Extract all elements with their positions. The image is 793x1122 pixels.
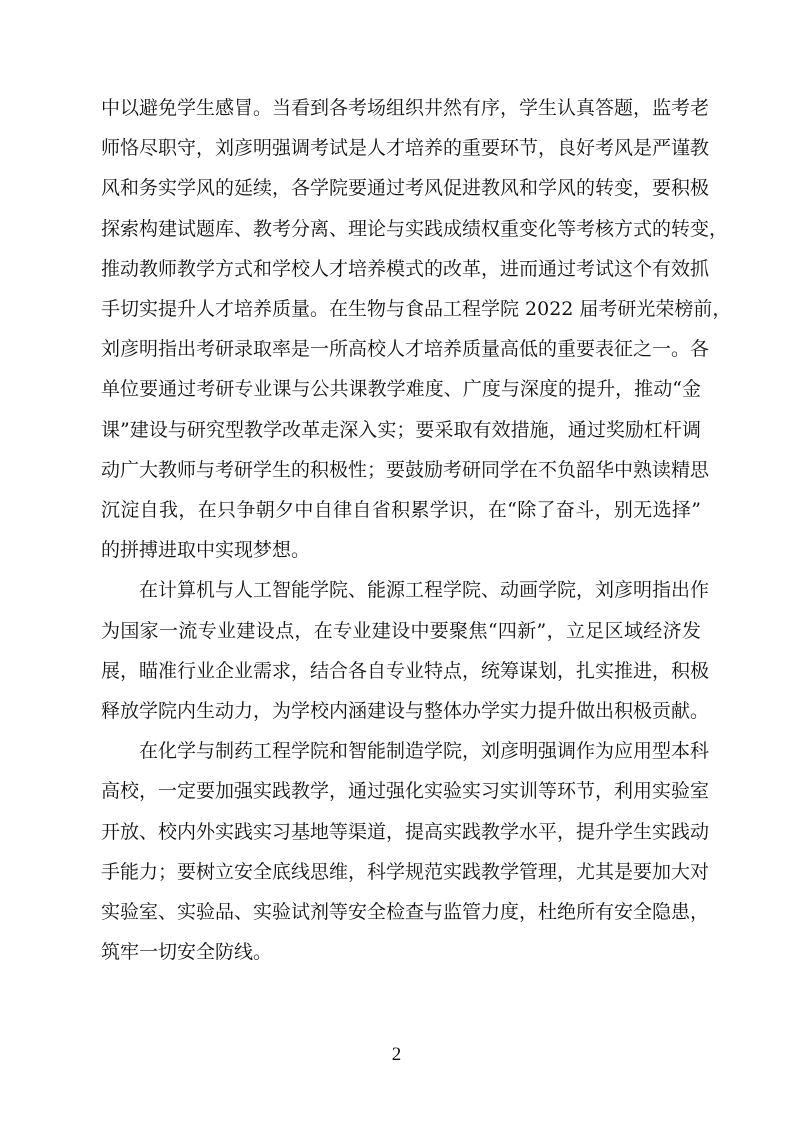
text-line: 探索构建试题库、教考分离、理论与实践成绩权重变化等考核方式的转变， (101, 217, 729, 240)
page-number: 2 (391, 1044, 402, 1065)
text-line: 在计算机与人工智能学院、能源工程学院、动画学院，刘彦明指出作 (139, 579, 710, 602)
text-line: 刘彦明指出考研录取率是一所高校人才培养质量高低的重要表征之一。各 (101, 338, 710, 361)
text-line: 高校，一定要加强实践教学，通过强化实验实习实训等环节，利用实验室 (101, 780, 710, 803)
text-line: 风和务实学风的延续，各学院要通过考风促进教风和学风的转变，要积极 (101, 177, 710, 200)
text-line: 沉淀自我，在只争朝夕中自律自省积累学识，在“除了奋斗，别无选择” (101, 499, 701, 522)
text-line: 释放学院内生动力，为学校内涵建设与整体办学实力提升做出积极贡献。 (101, 700, 710, 723)
paragraph (101, 731, 710, 972)
text-line: 动广大教师与考研学生的积极性；要鼓励考研同学在不负韶华中熟读精思 (101, 458, 710, 481)
text-line: 在化学与制药工程学院和智能制造学院，刘彦明强调作为应用型本科 (139, 740, 710, 763)
paragraph (101, 570, 710, 731)
paragraph (101, 88, 732, 570)
text-line: 手切实提升人才培养质量。在生物与食品工程学院 2022 届考研光荣榜前， (101, 298, 732, 321)
text-line: 的拼搏进取中实现梦想。 (101, 539, 311, 562)
text-line: 中以避免学生感冒。当看到各考场组织井然有序，学生认真答题，监考老 (101, 97, 710, 119)
text-line: 展，瞄准行业企业需求，结合各自专业特点，统筹谋划，扎实推进，积极 (101, 659, 710, 682)
text-line: 师恪尽职守，刘彦明强调考试是人才培养的重要环节，良好考风是严谨教 (101, 137, 710, 160)
text-line: 实验室、实验品、实验试剂等安全检查与监管力度，杜绝所有安全隐患， (101, 901, 710, 924)
text-line: 课”建设与研究型教学改革走深入实；要采取有效措施，通过奖励杠杆调 (101, 418, 701, 441)
text-line: 为国家一流专业建设点，在专业建设中要聚焦“四新”，立足区域经济发 (101, 619, 701, 642)
text-line: 单位要通过考研专业课与公共课教学难度、广度与深度的提升，推动“金 (101, 378, 701, 401)
text-line: 开放、校内外实践实习基地等渠道，提高实践教学水平，提升学生实践动 (101, 820, 710, 843)
text-line: 推动教师教学方式和学校人才培养模式的改革，进而通过考试这个有效抓 (101, 257, 710, 280)
text-line: 手能力；要树立安全底线思维，科学规范实践教学管理，尤其是要加大对 (101, 860, 710, 883)
text-line: 筑牢一切安全防线。 (101, 941, 273, 964)
body-text (101, 88, 732, 972)
